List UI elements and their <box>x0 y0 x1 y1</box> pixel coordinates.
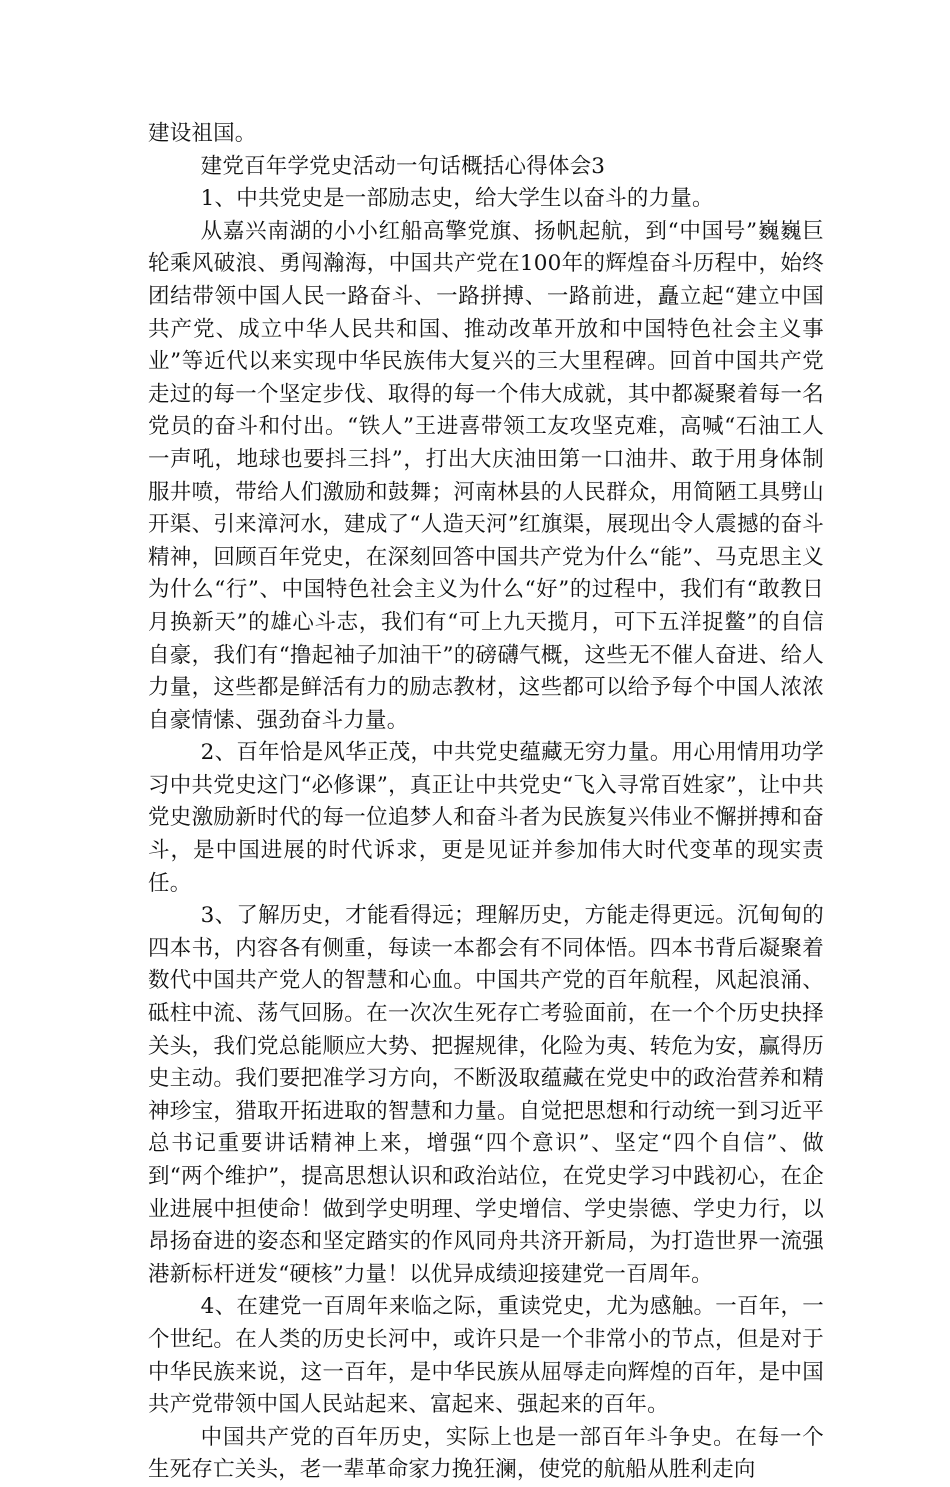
lead-line: 建设祖国。 <box>148 121 257 146</box>
paragraph-3: 2、百年恰是风华正茂，中共党史蕴藏无穷力量。用心用情用功学习中共党史这门“必修课”，真正让中共党史“飞入寻常百姓家”，让中共党史激励新时代的每一位追梦人和奋斗者为民族复兴伟业不懈拼搏和奋斗，是中国进展的时代诉求，更是见证并参加伟大时代变革的现实责任。 <box>148 740 824 896</box>
section-title: 建党百年学党史活动一句话概括心得体会3 <box>200 153 606 179</box>
paragraph-1: 1、中共党史是一部励志史，给大学生以奋斗的力量。 <box>200 186 714 212</box>
paragraph-4: 3、了解历史，才能看得远；理解历史，方能走得更远。沉甸甸的四本书，内容各有侧重，每读一本都会有不同体悟。四本书背后凝聚着数代中国共产党人的智慧和心血。中国共产党的百年航程，风起浪涌、砥柱中流、荡气回肠。在一次次生死存亡考验面前，在一个个历史抉择关头，我们党总能顺应大势、把握规律，化险为夷、转危为安，赢得历史主动。我们要把准学习方向，不断汲取蕴藏在党史中的政治营养和精神珍宝，猎取开拓进取的智慧和力量。自觉把思想和行动统一到习近平总书记重要讲话精神上来，增强“四个意识”、坚定“四个自信”、做到“两个维护”，提高思想认识和政治站位，在党史学习中践初心，在企业进展中担使命！做到学史明理、学史增信、学史崇德、学史力行，以昂扬奋进的姿态和坚定踏实的作风同舟共济开新局，为打造世界一流强港新标杆迸发“硬核”力量！以优异成绩迎接建党一百周年。 <box>148 903 824 1287</box>
paragraph-5: 4、在建党一百周年来临之际，重读党史，尤为感触。一百年，一个世纪。在人类的历史长河中，或许只是一个非常小的节点，但是对于中华民族来说，这一百年，是中华民族从屈辱走向辉煌的百年，是中国共产党带领中国人民站起来、富起来、强起来的百年。 <box>148 1294 824 1418</box>
paragraph-2: 从嘉兴南湖的小小红船高擎党旗、扬帆起航，到“中国号”巍巍巨轮乘风破浪、勇闯瀚海，中国共产党在100年的辉煌奋斗历程中，始终团结带领中国人民一路奋斗、一路拼搏、一路前进，矗立起“建立中国共产党、成立中华人民共和国、推动改革开放和中国特色社会主义事业”等近代以来实现中华民族伟大复兴的三大里程碑。回首中国共产党走过的每一个坚定步伐、取得的每一个伟大成就，其中都凝聚着每一名党员的奋斗和付出。“铁人”王进喜带领工友攻坚克难，高喊“石油工人一声吼，地球也要抖三抖”，打出大庆油田第一口油井、敢于用身体制服井喷，带给人们激励和鼓舞；河南林县的人民群众，用简陋工具劈山开渠、引来漳河水，建成了“人造天河”红旗渠，展现出令人震撼的奋斗精神，回顾百年党史，在深刻回答中国共产党为什么“能”、马克思主义为什么“行”、中国特色社会主义为什么“好”的过程中，我们有“敢教日月换新天”的雄心斗志，我们有“可上九天揽月，可下五洋捉鳖”的自信自豪，我们有“撸起袖子加油干”的磅礴气概，这些无不催人奋进、给人力量，这些都是鲜活有力的励志教材，这些都可以给予每个中国人浓浓自豪情愫、强劲奋斗力量。 <box>148 218 824 733</box>
paragraph-6: 中国共产党的百年历史，实际上也是一部百年斗争史。在每一个生死存亡关头，老一辈革命家力挽狂澜，使党的航船从胜利走向 <box>148 1424 824 1483</box>
document-body <box>148 118 824 1487</box>
